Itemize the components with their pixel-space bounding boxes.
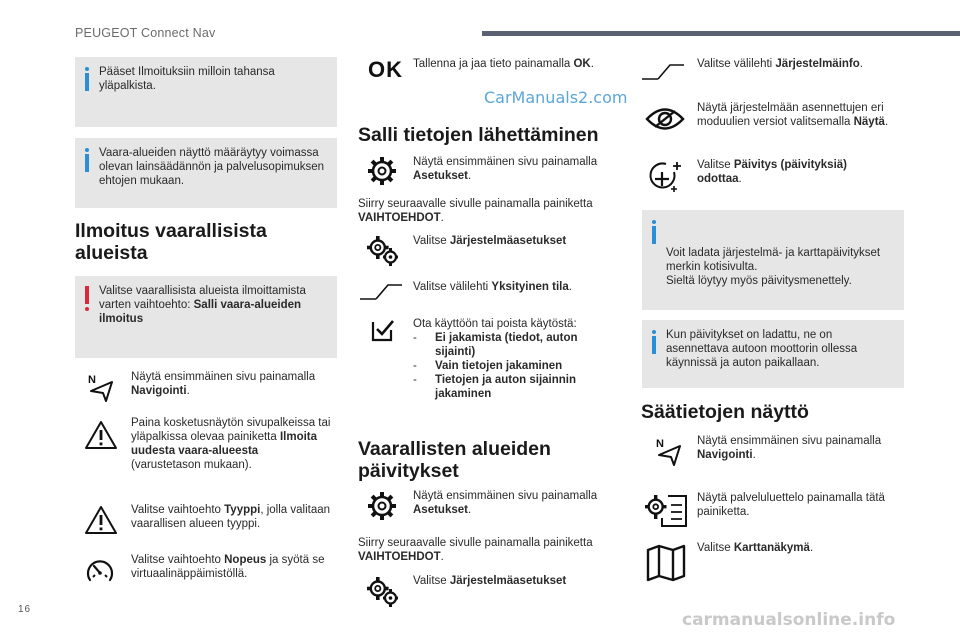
warning-note-enable-zones bbox=[75, 276, 337, 358]
step-updates-pending: Valitse Päivitys (päivityksiä) odottaa. bbox=[697, 159, 848, 185]
step-settings: Näytä ensimmäinen sivu painamalla Asetukset. bbox=[413, 156, 598, 182]
info-note-download bbox=[642, 210, 904, 310]
info-note-install bbox=[642, 320, 904, 388]
navigation-arrow-icon bbox=[86, 372, 116, 402]
note-bold: Salli vaara-alueiden ilmoitus bbox=[99, 299, 302, 325]
warning-triangle-icon bbox=[84, 420, 118, 450]
step-toggle: Ota käyttöön tai poista käytöstä: - Ei jakamista (tiedot, auton sijainti) - Vain tietojen jakaminen - Tietojen ja auton sijainnin jakaminen bbox=[413, 317, 603, 401]
info-icon bbox=[650, 220, 662, 246]
header-bar bbox=[482, 31, 960, 36]
note-text: Valitse vaarallisista alueista ilmoittamista varten vaihtoehto: bbox=[99, 285, 306, 311]
section-title-zone-updates: Vaarallisten alueiden päivitykset bbox=[358, 438, 551, 482]
note-text: Pääset Ilmoituksiin milloin tahansa yläpalkista. bbox=[99, 66, 275, 92]
option-list bbox=[413, 331, 603, 401]
info-icon bbox=[83, 67, 95, 93]
tab-icon bbox=[358, 282, 404, 302]
header-title: PEUGEOT Connect Nav bbox=[75, 26, 216, 40]
paragraph-options-2: Siirry seuraavalle sivulle painamalla painiketta VAIHTOEHDOT. bbox=[358, 537, 593, 563]
step-speed: Valitse vaihtoehto Nopeus ja syötä se virtuaalinäppäimistöllä. bbox=[131, 554, 325, 580]
map-icon bbox=[646, 544, 686, 582]
step-save-share: Tallenna ja jaa tieto painamalla OK. bbox=[413, 58, 594, 70]
paragraph-options: Siirry seuraavalle sivulle painamalla painiketta VAIHTOEHDOT. bbox=[358, 198, 593, 224]
info-note-danger-zones bbox=[75, 138, 337, 208]
note-text: Vaara-alueiden näyttö määräytyy voimassa olevan lainsäädännön ja palvelusopimuksen ehtojen mukaan. bbox=[99, 147, 325, 187]
ok-icon: OK bbox=[368, 57, 403, 82]
step-type: Valitse vaihtoehto Tyyppi, jolla valitaan vaarallisen alueen tyyppi. bbox=[131, 504, 331, 530]
note-text: Voit ladata järjestelmä- ja karttapäivitykset merkin kotisivulta. Sieltä löytyy myös päivitysmenettely. bbox=[666, 247, 881, 287]
step-system-info: Valitse välilehti Järjestelmäinfo. bbox=[697, 58, 863, 70]
info-icon bbox=[83, 148, 95, 174]
option-item: - Vain tietojen jakaminen bbox=[413, 359, 603, 373]
svg-text:N: N bbox=[656, 438, 664, 450]
svg-text:N: N bbox=[88, 374, 96, 386]
settings-gears-icon bbox=[365, 233, 401, 267]
step-system-settings-2: Valitse Järjestelmäasetukset bbox=[413, 575, 567, 587]
info-icon bbox=[650, 330, 662, 356]
step-report-zone: Paina kosketusnäytön sivupalkeissa tai yläpalkissa olevaa painiketta Ilmoita uudesta vaara-alueesta (varustetason mukaan). bbox=[131, 417, 331, 471]
settings-gear-icon bbox=[367, 491, 397, 521]
update-available-icon bbox=[644, 160, 684, 194]
eye-icon bbox=[645, 106, 685, 132]
speedometer-icon bbox=[84, 556, 116, 586]
step-show-versions: Näytä järjestelmään asennettujen eri moduulien versiot valitsemalla Näytä. bbox=[697, 102, 889, 128]
warning-triangle-icon bbox=[84, 505, 118, 535]
option-item: - Tietojen ja auton sijainnin jakaminen bbox=[413, 373, 603, 401]
step-service-list: Näytä palveluluettelo painamalla tätä painiketta. bbox=[697, 492, 885, 518]
settings-gears-icon bbox=[365, 574, 401, 608]
section-title-allow-sending: Salli tietojen lähettäminen bbox=[358, 124, 599, 146]
note-text: Kun päivitykset on ladattu, ne on asennettava autoon moottorin ollessa käynnissä ja auton paikallaan. bbox=[666, 329, 858, 369]
step-settings-2: Näytä ensimmäinen sivu painamalla Asetukset. bbox=[413, 490, 598, 516]
section-title-danger-notification: Ilmoitus vaarallisista alueista bbox=[75, 220, 267, 264]
tab-icon bbox=[640, 62, 686, 82]
info-note-notifications bbox=[75, 57, 337, 127]
option-item: - Ei jakamista (tiedot, auton sijainti) bbox=[413, 331, 603, 359]
step-navigation: Näytä ensimmäinen sivu painamalla Navigointi. bbox=[131, 371, 316, 397]
watermark-top[interactable]: CarManuals2.com bbox=[484, 88, 628, 107]
step-private-mode: Valitse välilehti Yksityinen tila. bbox=[413, 281, 572, 293]
page-number: 16 bbox=[18, 604, 32, 615]
step-system-settings: Valitse Järjestelmäasetukset bbox=[413, 235, 567, 247]
watermark-bottom[interactable]: carmanualsonline.info bbox=[682, 610, 896, 630]
warning-mark-icon bbox=[83, 286, 95, 312]
navigation-arrow-icon bbox=[654, 436, 684, 466]
section-title-weather: Säätietojen näyttö bbox=[641, 401, 809, 423]
settings-gear-icon bbox=[367, 156, 397, 186]
step-navigation-2: Näytä ensimmäinen sivu painamalla Navigointi. bbox=[697, 435, 882, 461]
checkbox-icon bbox=[371, 318, 395, 342]
service-list-icon bbox=[644, 492, 688, 528]
step-map-view: Valitse Karttanäkymä. bbox=[697, 542, 814, 554]
